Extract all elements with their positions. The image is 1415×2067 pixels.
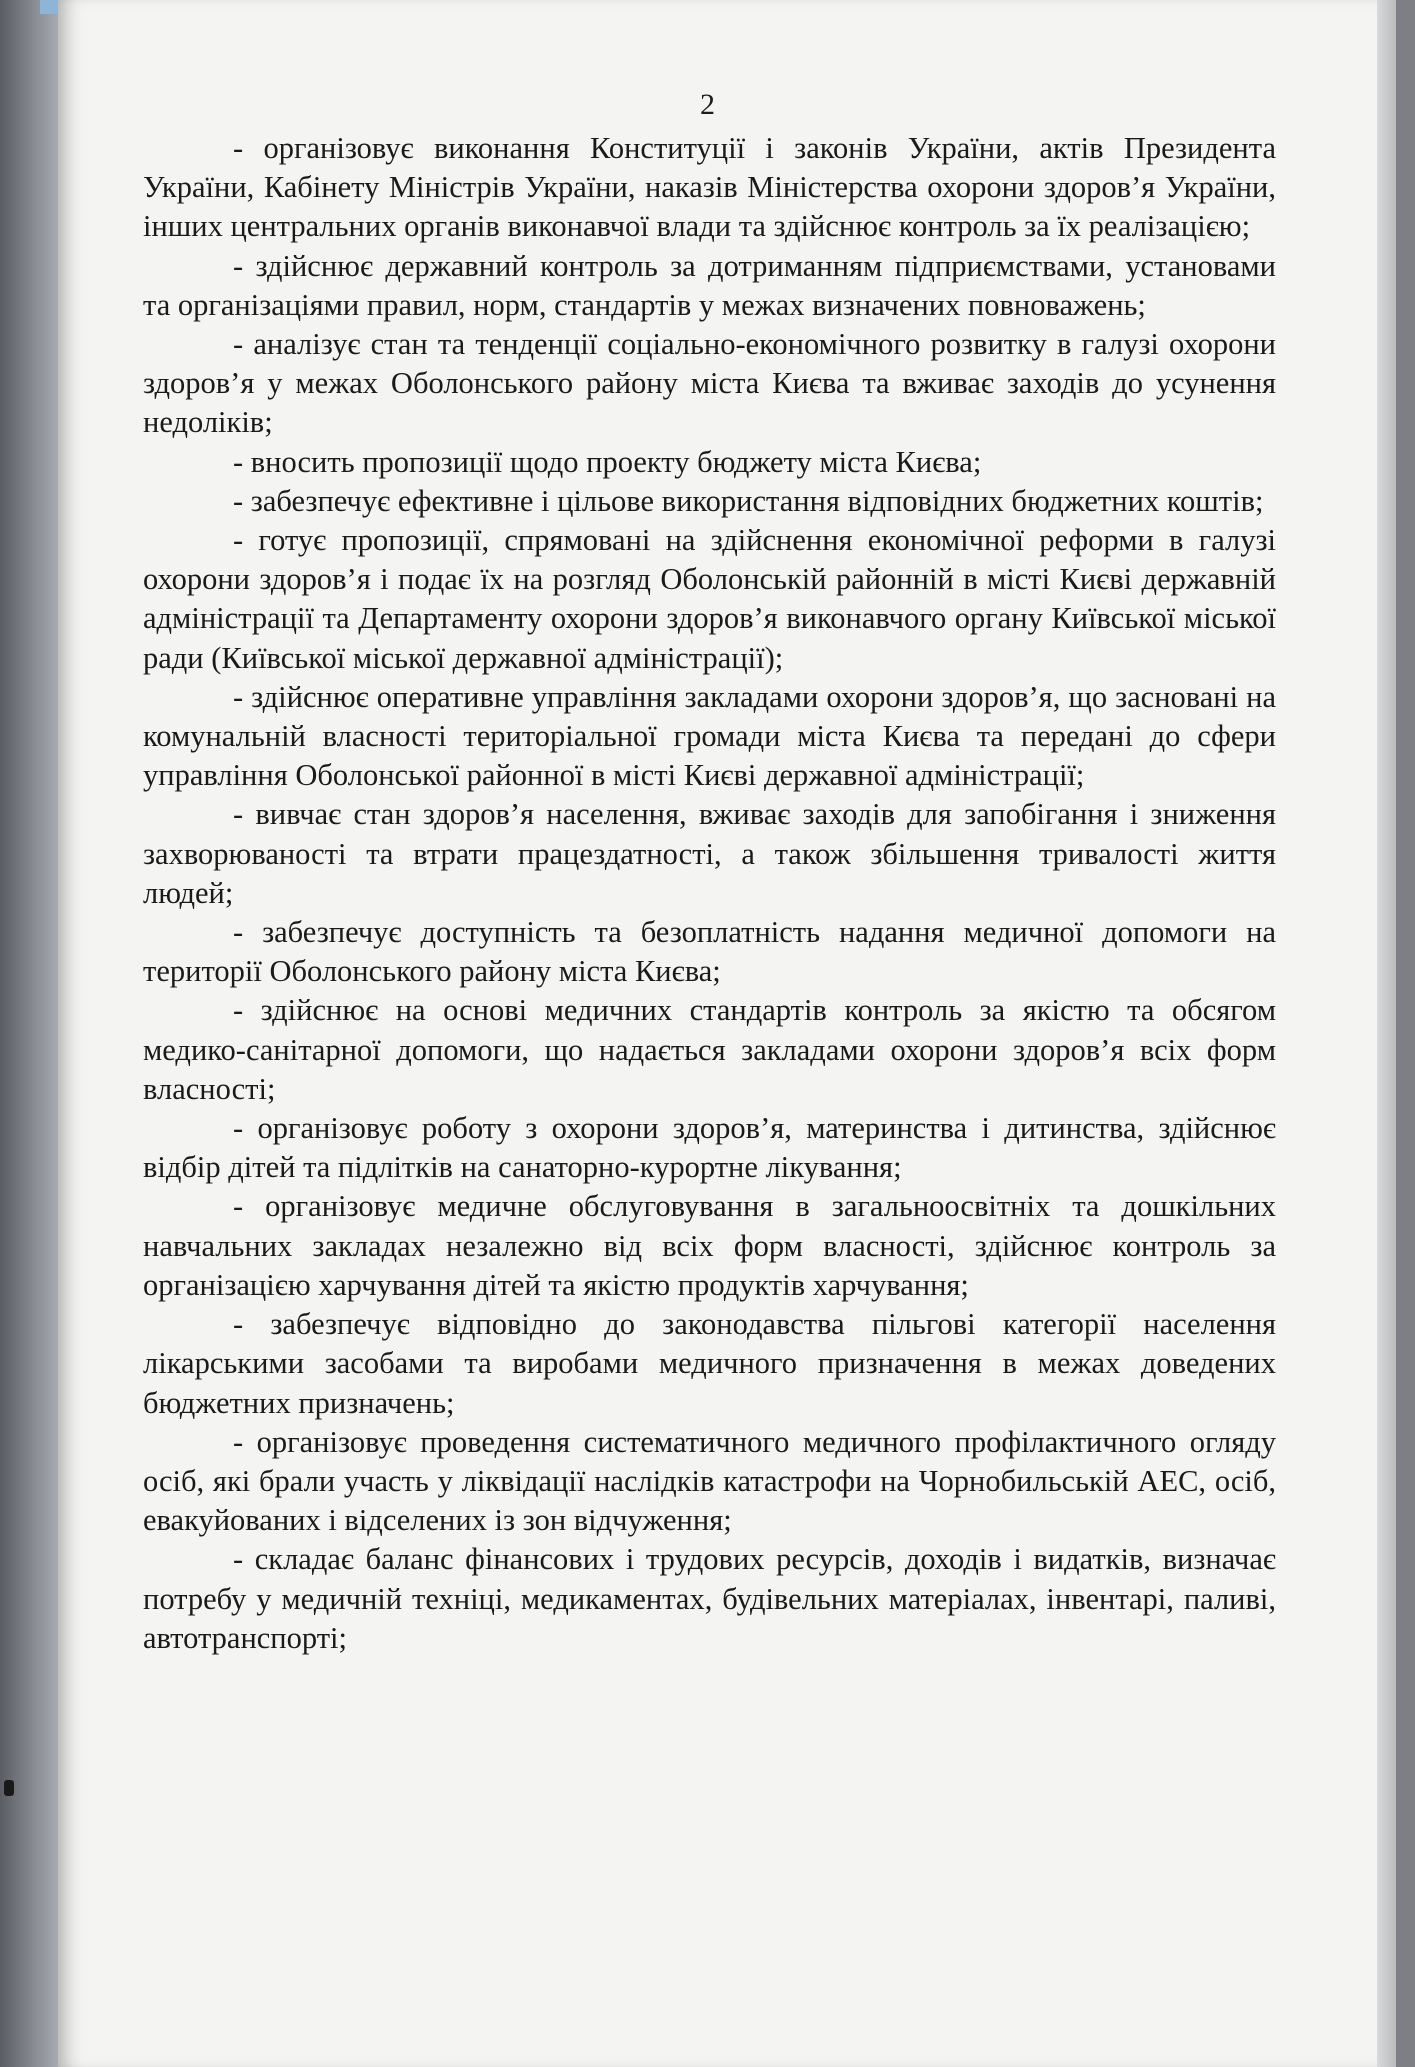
list-item: - здійснює державний контроль за дотриманням підприємствами, установами та організаціями правил, норм, стандартів у межах визначених повноважень;	[143, 248, 1276, 322]
list-item: - організовує медичне обслуговування в загальноосвітніх та дошкільних навчальних закладах незалежно від всіх форм власності, здійснює контроль за організацією харчування дітей та якістю продуктів харчування;	[143, 1189, 1276, 1302]
list-item: - забезпечує відповідно до законодавства пільгові категорії населення лікарськими засобами та виробами медичного призначення в межах доведених бюджетних призначень;	[143, 1307, 1276, 1420]
list-item: - забезпечує доступність та безоплатність надання медичної допомоги на території Оболонського району міста Києва;	[143, 915, 1276, 989]
page-edge	[1377, 0, 1396, 2067]
list-item: - організовує проведення систематичного медичного профілактичного огляду осіб, які брали участь у ліквідації наслідків катастрофи на Чорнобильській АЕС, осіб, евакуйованих і відселених із зон відчуження;	[143, 1424, 1276, 1538]
list-item: - здійснює оперативне управління закладами охорони здоров’я, що засновані на комунальній власності територіальної громади міста Києва та передані до сфери управління Оболонської районної в місті Києві державної адміністрації;	[143, 679, 1276, 793]
list-item: - організовує виконання Конституції і законів України, актів Президента України, Кабінету Міністрів України, наказів Міністерства охорони здоров’я України, інших центральних органів виконавчої влади та здійснює контроль за їх реалізацією;	[143, 131, 1276, 244]
page-number: 2	[700, 88, 715, 121]
desk-background	[0, 0, 60, 2067]
list-item: - аналізує стан та тенденції соціально-економічного розвитку в галузі охорони здоров’я у межах Оболонського району міста Києва та вживає заходів до усунення недоліків;	[143, 327, 1276, 440]
list-item: - здійснює на основі медичних стандартів контроль за якістю та обсягом медико-санітарної допомоги, що надається закладами охорони здоров’я всіх форм власності;	[143, 993, 1276, 1106]
list-item: - забезпечує ефективне і цільове використання відповідних бюджетних коштів;	[233, 483, 1264, 518]
list-item: - вносить пропозиції щодо проекту бюджету міста Києва;	[233, 444, 982, 479]
list-item: - складає баланс фінансових і трудових ресурсів, доходів і видатків, визначає потребу у медичній техніці, медикаментах, будівельних матеріалах, інвентарі, паливі, автотранспорті;	[143, 1542, 1276, 1655]
punch-hole	[4, 1780, 14, 1796]
list-item: - вивчає стан здоров’я населення, вживає заходів для запобігання і зниження захворюваності та втрати працездатності, а також збільшення тривалості життя людей;	[143, 797, 1276, 910]
document-body	[143, 129, 1276, 1658]
list-item: - організовує роботу з охорони здоров’я, материнства і дитинства, здійснює відбір дітей та підлітків на санаторно-курортне лікування;	[143, 1111, 1276, 1185]
list-item: - готує пропозиції, спрямовані на здійснення економічної реформи в галузі охорони здоров’я і подає їх на розгляд Оболонській районній в місті Києві державній адміністрації та Департаменту охорони здоров’я виконавчого органу Київської міської ради (Київської міської державної адміністрації);	[143, 523, 1276, 675]
